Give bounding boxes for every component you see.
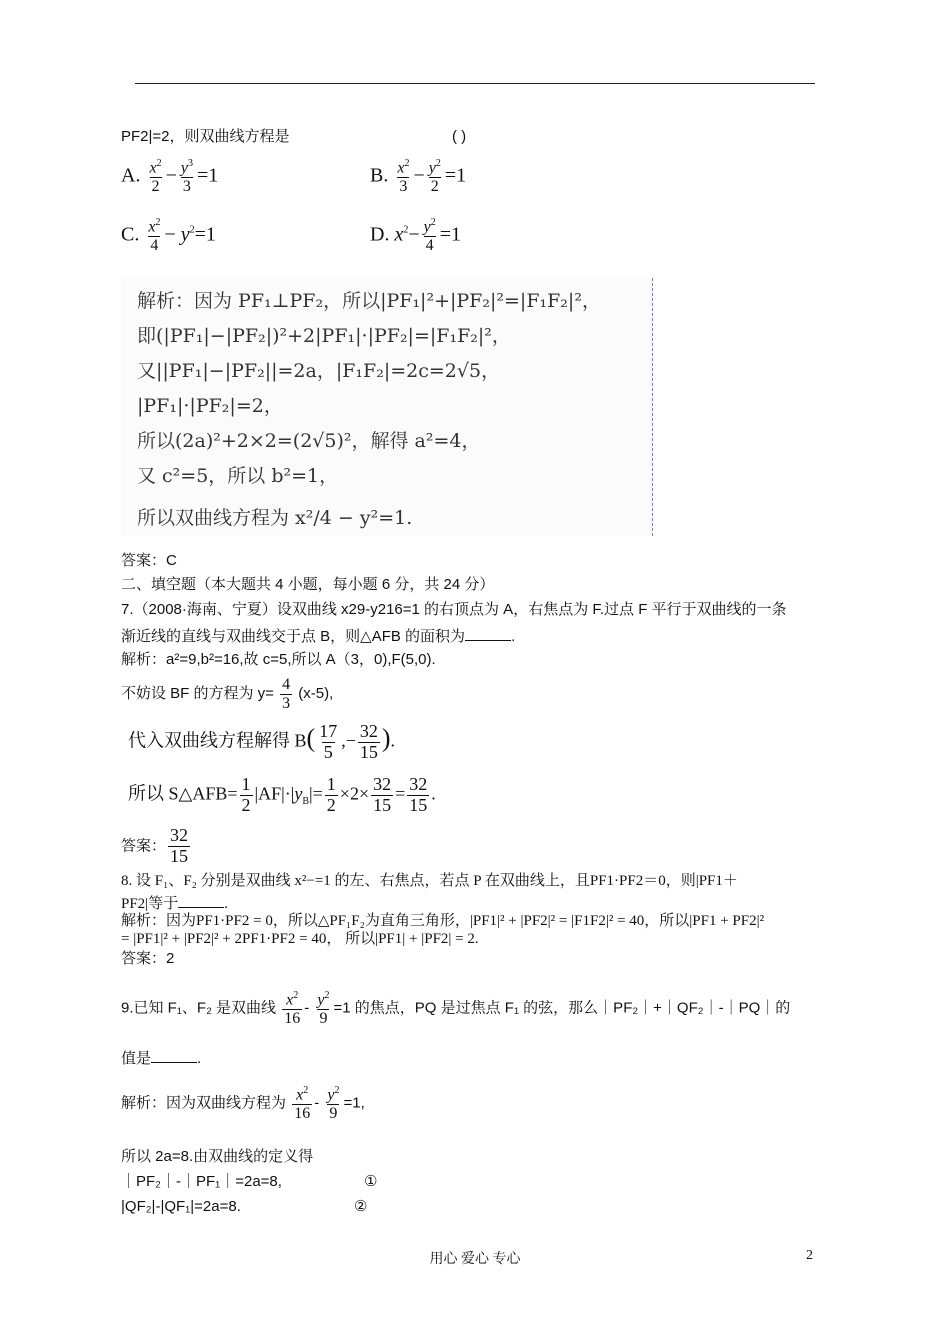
solution-line: 所以双曲线方程为 x²/4 − y²=1. [137, 507, 413, 529]
q8-solution-1: 解析：因为PF1·PF2 = 0，所以△PF₁F₂为直角三角形，|PF1|² + |PF2|² = |F1F2|² = 40，所以|PF1 + PF2|² [121, 913, 765, 929]
header-rule [135, 83, 815, 84]
q9-solution-1: 解析：因为双曲线方程为 $\frac{x^2}{16}$ - $\frac{y^2}{9}$ =1, [121, 1085, 365, 1122]
page-footer: 用心 爱心 专心 [429, 1252, 521, 1267]
solution-line: 又||PF₁|−|PF₂||=2a，|F₁F₂|=2c=2√5， [137, 360, 501, 382]
q6-answer: 答案：C [121, 552, 177, 569]
q7-solution-4: 所以 S△AFB= $\frac{1}{2}$ $|AF|\cdot|y_B|=$ $\frac{1}{2}$ ×2× $\frac{32}{15}$ = $\frac{32}{15}$ . [128, 774, 436, 815]
solution-line: 即(|PF₁|−|PF₂|)²+2|PF₁|·|PF₂|=|F₁F₂|²， [137, 325, 511, 347]
q6-paren: ( ) [452, 128, 467, 145]
solution-line: 又 c²=5，所以 b²=1， [137, 465, 339, 487]
q9-line2: 值是 . [121, 1050, 202, 1067]
solution-line: |PF₁|·|PF₂|=2， [137, 395, 283, 417]
option-d: D. $x^2-$ $\frac{y^2}{4}$ =1 [370, 217, 462, 254]
equation-marker-1: ① [364, 1174, 378, 1190]
answer-blank [151, 1048, 197, 1063]
q8-answer: 答案：2 [121, 950, 175, 967]
answer-blank [465, 626, 511, 641]
q9-solution-4: |QF₂|-|QF₁|=2a=8. [121, 1198, 241, 1215]
q8-line1: 8. 设 F₁、F₂ 分别是双曲线 x²−=1 的左、右焦点，若点 P 在双曲线上，且PF1·PF2＝0，则|PF1＋ [121, 873, 738, 889]
q9-solution-3: ｜PF₂｜-｜PF₁｜=2a=8, [121, 1173, 282, 1190]
option-a: A. $\frac{x^2}{2}$ − $\frac{y^3}{3}$ =1 [121, 158, 219, 195]
page-number: 2 [806, 1248, 813, 1263]
q8-line2: PF2|等于 . [121, 893, 228, 913]
equation-marker-2: ② [354, 1199, 368, 1215]
q6-solution-image [121, 278, 653, 536]
q7-line1: 7.（2008·海南、宁夏）设双曲线 x29-y216=1 的右顶点为 A，右焦点为 F.过点 F 平行于双曲线的一条 [121, 601, 787, 618]
q6-tail-text: PF2|=2，则双曲线方程是 [121, 128, 290, 145]
solution-line: 解析：因为 PF₁⊥PF₂，所以|PF₁|²+|PF₂|²=|F₁F₂|²， [137, 290, 601, 312]
q7-solution-1: 解析：a²=9,b²=16,故 c=5,所以 A（3，0),F(5,0). [121, 651, 436, 668]
q7-solution-3: 代入双曲线方程解得 B( $\frac{17}{5}$ ,− $\frac{32}{15}$ ). [128, 721, 396, 762]
q7-solution-2: 不妨设 BF 的方程为 y= $\frac{4}{3}$ (x-5), [121, 676, 334, 712]
q9-solution-2: 所以 2a=8.由双曲线的定义得 [121, 1148, 314, 1165]
q7-answer: 答案： $\frac{32}{15}$ [121, 825, 189, 866]
option-c: C. $\frac{x^2}{4}$ − $y^2=1$ [121, 217, 216, 254]
q9-line1: 9.已知 F₁、F₂ 是双曲线 $\frac{x^2}{16}$ - $\frac{y^2}{9}$ =1 的焦点，PQ 是过焦点 F₁ 的弦，那么｜PF₂｜+｜QF₂｜-｜PQ｜的 [121, 990, 791, 1027]
section-2-heading: 二、填空题（本大题共 4 小题，每小题 6 分，共 24 分） [121, 576, 495, 593]
solution-line: 所以(2a)²+2×2=(2√5)²，解得 a²=4， [137, 430, 481, 452]
q8-solution-2: = |PF1|² + |PF2|² + 2PF1·PF2 = 40， 所以|PF1| + |PF2| = 2. [121, 931, 479, 947]
answer-blank [178, 893, 224, 908]
option-b: B. $\frac{x^2}{3}$ − $\frac{y^2}{2}$ =1 [370, 158, 467, 195]
q7-line2: 渐近线的直线与双曲线交于点 B，则△AFB 的面积为 . [121, 628, 516, 645]
q6-tail [121, 128, 290, 146]
